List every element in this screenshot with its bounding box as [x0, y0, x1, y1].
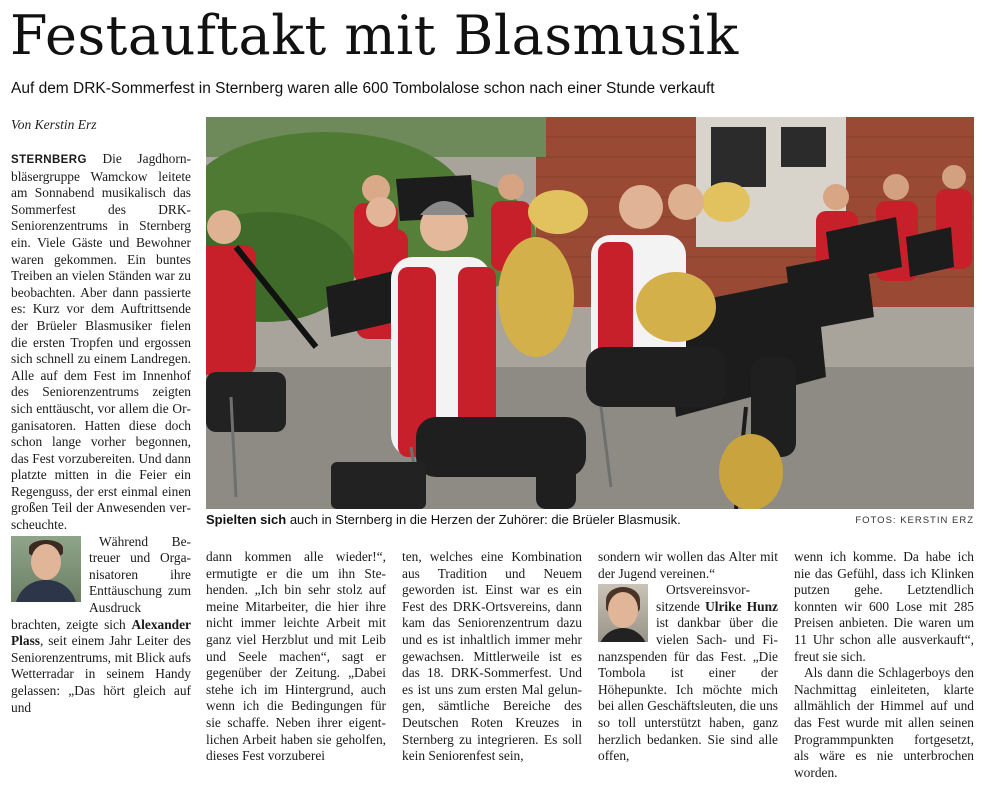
photo-credit: FOTOS: KERSTIN ERZ: [855, 515, 974, 526]
paragraph: wenn ich komme. Da habe ich nie das Gefühl, dass ich Klinken putzen gehe. Letztendlich konnten wir 600 Lose mit 285 Preisen anbieten. Die waren um 11 Uhr schon alle ausverkauft“, freut sie sich.: [794, 549, 974, 664]
paragraph: ten, welches eine Kombination aus Tradition und Neuem geworden ist. Einst war es ein Fest des DRK-Ortsvereins, dann kam das Seniorenzentrum dazu und es ist inhaltlich immer mehr gewachsen. Mittlerweile ist es das 18. DRK-Sommerfest. Und es ist uns zum ersten Mal gelungen, sämtliche Bereiche des Deutschen Roten Kreuzes in Sternberg zu integrieren. Es soll kein Seniorenfest sein,: [402, 549, 582, 764]
paragraph: Während Betreuer und Organisatoren ihre Enttäuschung zum Ausdruck brachten, zeigte sich: [11, 533, 191, 632]
article-column-1: [11, 151, 191, 716]
paragraph: ist dankbar über die vielen Sach- und Finanzspenden für das Fest. „Die Tombola ist einer der Höhepunkte. Ich möchte mich bei allen Geschäftsleuten, die uns so toll unterstützt haben, ganz herzlich bedanken. Sie sind alle offen,: [598, 615, 778, 764]
headline: Festauftakt mit Blasmusik: [10, 4, 739, 67]
paragraph: Die Jagdhornbläsergruppe Wamckow leitete am Sonnabend musikalisch das Sommerfest des DRK-Seniorenzentrums in Sternberg ein. Viele Gäste und Bewohner waren gekommen. Ein buntes Treiben an vielen Ständen war zu beobachten. Aber dann passierte es: Kurz vor dem Auftrittsende der Brüeler Blasmusiker fielen die ersten Tropfen und ergossen sich schnell zu einem Landregen. Alle auf dem Fest im Innenhof des Seniorenzentrums zeigten sich enttäuscht, vor allem die Organisatoren. Hatten diese doch schon lange vorher begonnen, das Fest vorzubereiten. Und dann platzte mitten in die Feier ein Regenguss, der erst einmal einen großen Teil der Anwesenden verscheuchte.: [11, 151, 191, 533]
dateline: STERNBERG: [11, 154, 87, 166]
portrait-alexander-plass: [11, 536, 81, 602]
band-photo-illustration: [206, 117, 974, 509]
caption-text: auch in Sternberg in die Herzen der Zuhörer: die Brüeler Blasmusik.: [286, 512, 681, 527]
paragraph: Als dann die Schlagerboys den Nachmittag einleiteten, klarte allmählich der Himmel auf und das Fest wurde mit allen seinen Programmpunkten fortgesetzt, als wäre es nie unterbrochen worden.: [794, 665, 974, 780]
paragraph: Ortsvereinsvorsitzende: [656, 582, 751, 614]
paragraph: sondern wir wollen das Alter mit der Jugend vereinen.“: [598, 549, 778, 581]
person-name: Alexander Plass: [11, 616, 191, 649]
subheadline: Auf dem DRK-Sommerfest in Sternberg waren alle 600 Tombolalose schon nach einer Stunde verkauft: [11, 80, 715, 97]
portrait-ulrike-hunz: [598, 584, 648, 642]
article-column-3: [402, 549, 582, 765]
byline: Von Kerstin Erz: [11, 117, 97, 132]
paragraph: dann kommen alle wieder!“, ermutigte er die um ihn Stehenden. „Ich bin sehr stolz auf meine Mitarbeiter, die hier ihre nicht immer leichte Arbeit mit ganz viel Herzblut und mit Leib und Seele machen“, sagt er gegenüber der Zeitung. „Dabei stehe ich im Hintergrund, auch wenn ich die Bedingungen für sie schaffe. Neben ihrer eigentlichen Arbeit haben sie geholfen, dieses Fest vorzuberei: [206, 549, 386, 764]
band-photo: [206, 117, 974, 509]
caption-lead: Spielten sich: [206, 512, 287, 527]
article-column-4: [598, 549, 778, 765]
article-column-2: [206, 549, 386, 765]
article-column-5: [794, 549, 974, 781]
person-name: Ulrike Hunz: [705, 598, 778, 614]
paragraph: , seit einem Jahr Leiter des Seniorenzentrums, mit Blick aufs Wetterradar in seinem Handy gelassen: „Das hört gleich auf und: [11, 633, 191, 715]
